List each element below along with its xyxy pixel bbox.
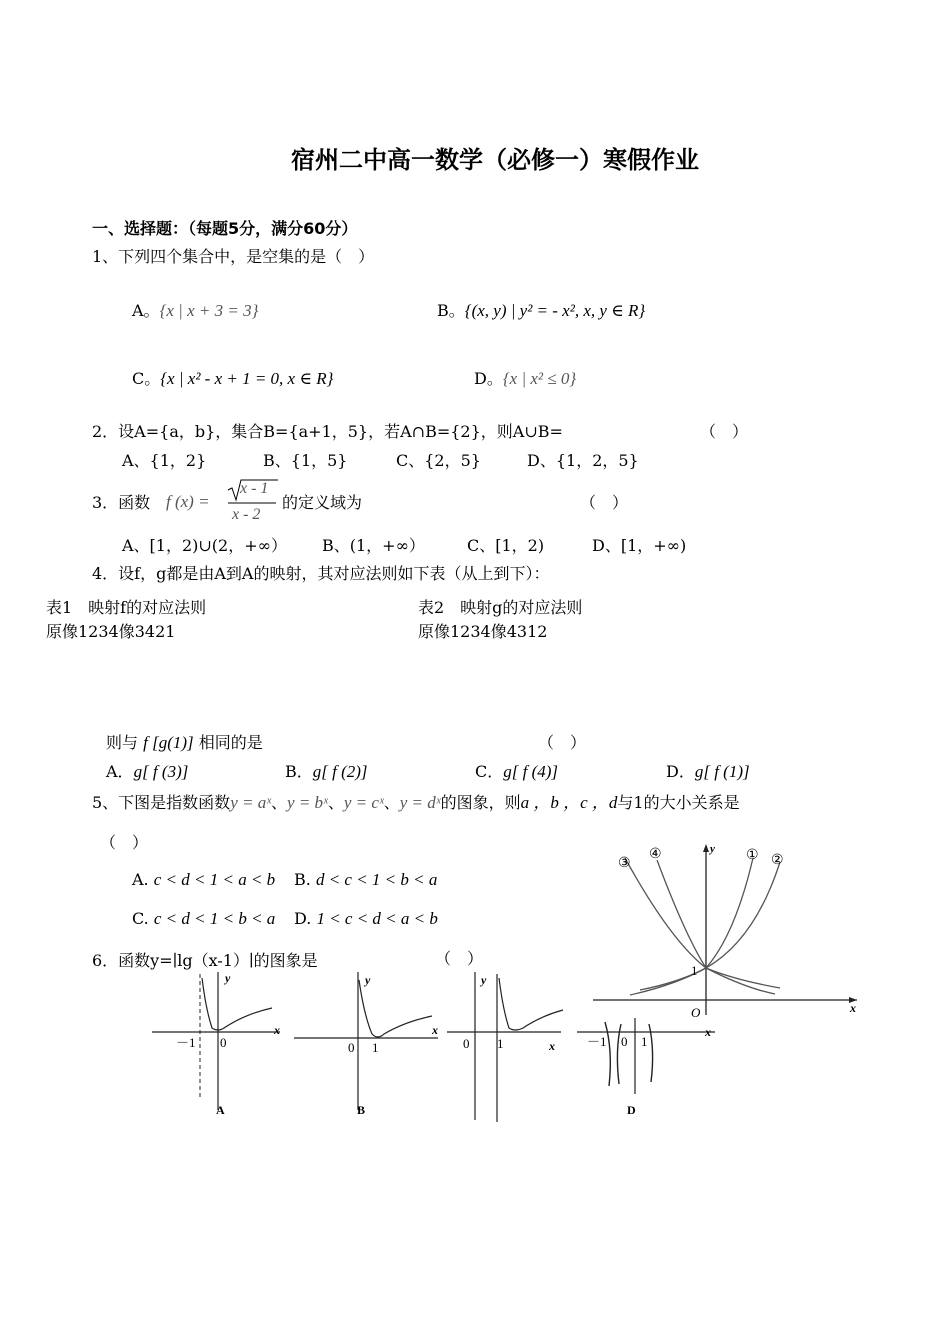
option-math: {(x, y) | y² = - x², x, y ∈ R} [464, 301, 646, 320]
fraction [226, 478, 278, 526]
tick-label: 0 [621, 1034, 628, 1049]
graph-d [575, 1010, 725, 1160]
graph-caption: A [216, 1103, 225, 1117]
func-a: y = aˣ [230, 793, 272, 812]
function-name: f (x) = [166, 492, 210, 511]
tick-label: 0 [348, 1040, 355, 1055]
table-1-title: 表1 映射f的对应法则 [46, 598, 207, 617]
q2-option-c: C、{2，5} [396, 451, 481, 470]
option-label: C. [132, 909, 149, 928]
func-c: y = cˣ [343, 793, 384, 812]
option-math: {x | x + 3 = 3} [159, 301, 259, 320]
q4-option-b [285, 759, 368, 782]
answer-paren: （ ） [100, 833, 149, 852]
one-label: 1 [691, 963, 698, 978]
question-4-stem: 4．设f，g都是由A到A的映射，其对应法则如下表（从上到下）： [92, 564, 550, 583]
stem-mid: 的图象，则 [440, 793, 521, 812]
ask-prefix: 则与 [106, 733, 139, 752]
q3-option-b: B、(1，+∞） [322, 536, 425, 555]
q1-option-c [132, 366, 333, 389]
stem-suffix: 的定义域为 [282, 493, 363, 512]
tick-label: 0 [463, 1036, 470, 1051]
q2-option-d: D、{1，2，5} [527, 451, 639, 470]
variables: a ，b ，c ，d [520, 793, 618, 812]
q4-option-a [106, 759, 188, 782]
graph-a [150, 970, 290, 1120]
tick-label: 1 [497, 1036, 504, 1051]
option-math: g[ f (4)] [503, 762, 559, 781]
curve-label-3: ③ [618, 856, 631, 871]
stem-prefix: 3．函数 [92, 493, 151, 512]
answer-paren: （ ） [700, 422, 749, 441]
option-label: A. [132, 870, 149, 889]
q5-option-d [294, 909, 438, 929]
tick-label: 0 [220, 1035, 227, 1050]
option-math: 1 < c < d < a < b [316, 909, 438, 928]
option-label: A． [106, 762, 134, 781]
q3-option-c: C、[1，2) [467, 536, 545, 555]
option-label: D. [294, 909, 312, 928]
option-math: g[ f (1)] [694, 762, 750, 781]
question-4-ask [106, 730, 263, 753]
ask-suffix: 相同的是 [198, 733, 263, 752]
curve-label-2: ② [771, 853, 784, 868]
question-6-stem: 6．函数y=∣lg（x-1）∣的图象是 [92, 951, 318, 970]
q4-option-c [475, 759, 558, 782]
q5-option-b [294, 870, 437, 890]
axis-y-label: y [225, 971, 231, 985]
q1-option-a [132, 298, 258, 321]
stem-prefix: 5、下图是指数函数 [92, 793, 231, 812]
q1-option-b [437, 298, 645, 321]
option-label: A。 [132, 301, 160, 320]
exponential-graph [585, 840, 865, 1020]
option-label: B． [285, 762, 313, 781]
option-math: g[ f (3)] [133, 762, 189, 781]
separator: 、 [327, 793, 344, 812]
section-heading: 一、选择题：（每题5分，满分60分） [92, 219, 358, 238]
curve-label-1: ① [746, 848, 759, 863]
table-2-title: 表2 映射g的对应法则 [418, 598, 583, 617]
answer-paren: （ ） [538, 733, 587, 752]
func-b: y = bˣ [287, 793, 328, 812]
q5-option-c [132, 909, 275, 929]
question-1-stem: 1、下列四个集合中，是空集的是（ ） [92, 247, 375, 266]
axis-y-label: y [365, 973, 371, 987]
tick-label: 1 [641, 1034, 648, 1049]
option-math: g[ f (2)] [312, 762, 368, 781]
axis-x-label: x [705, 1025, 711, 1039]
question-5-stem [92, 788, 740, 813]
q3-option-d: D、[1，+∞) [592, 536, 687, 555]
axis-y-label: y [481, 973, 487, 987]
stem-suffix: 与1的大小关系是 [617, 793, 740, 812]
option-math: {x | x² ≤ 0} [502, 369, 577, 388]
q5-option-a [132, 870, 275, 890]
option-label: B. [294, 870, 311, 889]
ask-math: f [g(1)] [143, 733, 194, 752]
graph-b [292, 970, 442, 1120]
axis-y-label: y [710, 843, 715, 855]
numerator: x - 1 [240, 480, 269, 497]
table-2-row: 原像1234像4312 [418, 622, 548, 641]
q3-option-a: A、[1，2)∪(2，+∞） [122, 536, 287, 555]
option-math: d < c < 1 < b < a [315, 870, 438, 889]
option-label: D。 [474, 369, 503, 388]
separator: 、 [383, 793, 400, 812]
option-math: c < d < 1 < b < a [153, 909, 276, 928]
axis-x-label: x [274, 1023, 280, 1037]
option-label: B。 [437, 301, 465, 320]
answer-paren: （ ） [435, 949, 484, 968]
tick-label: －1 [587, 1034, 607, 1049]
q2-option-b: B、{1，5} [263, 451, 348, 470]
q2-option-a: A、{1，2} [122, 451, 207, 470]
tick-label: 1 [372, 1040, 379, 1055]
axis-x-label: x [432, 1023, 438, 1037]
curve-label-4: ④ [649, 847, 662, 862]
graph-caption: B [357, 1103, 366, 1117]
graph-caption: D [627, 1103, 636, 1117]
option-label: D． [666, 762, 695, 781]
question-2-stem: 2．设A={a，b}，集合B={a+1，5}，若A∩B={2}，则A∪B= [92, 422, 563, 441]
graph-c [445, 970, 575, 1130]
table-1-row: 原像1234像3421 [46, 622, 176, 641]
answer-paren: （ ） [580, 493, 629, 512]
option-label: C。 [132, 369, 161, 388]
option-label: C． [475, 762, 504, 781]
option-math: {x | x² - x + 1 = 0, x ∈ R} [160, 369, 334, 388]
axis-x-label: x [549, 1039, 555, 1053]
origin-label: O [691, 1005, 701, 1020]
q4-option-d [666, 759, 750, 782]
tick-label: －1 [176, 1035, 196, 1050]
page-title: 宿州二中高一数学（必修一）寒假作业 [291, 146, 699, 174]
func-d: y = dˣ [399, 793, 441, 812]
option-math: c < d < 1 < a < b [153, 870, 276, 889]
axis-x-label: x [850, 1001, 856, 1015]
q1-option-d [474, 366, 576, 389]
denominator: x - 2 [232, 506, 261, 523]
separator: 、 [271, 793, 288, 812]
